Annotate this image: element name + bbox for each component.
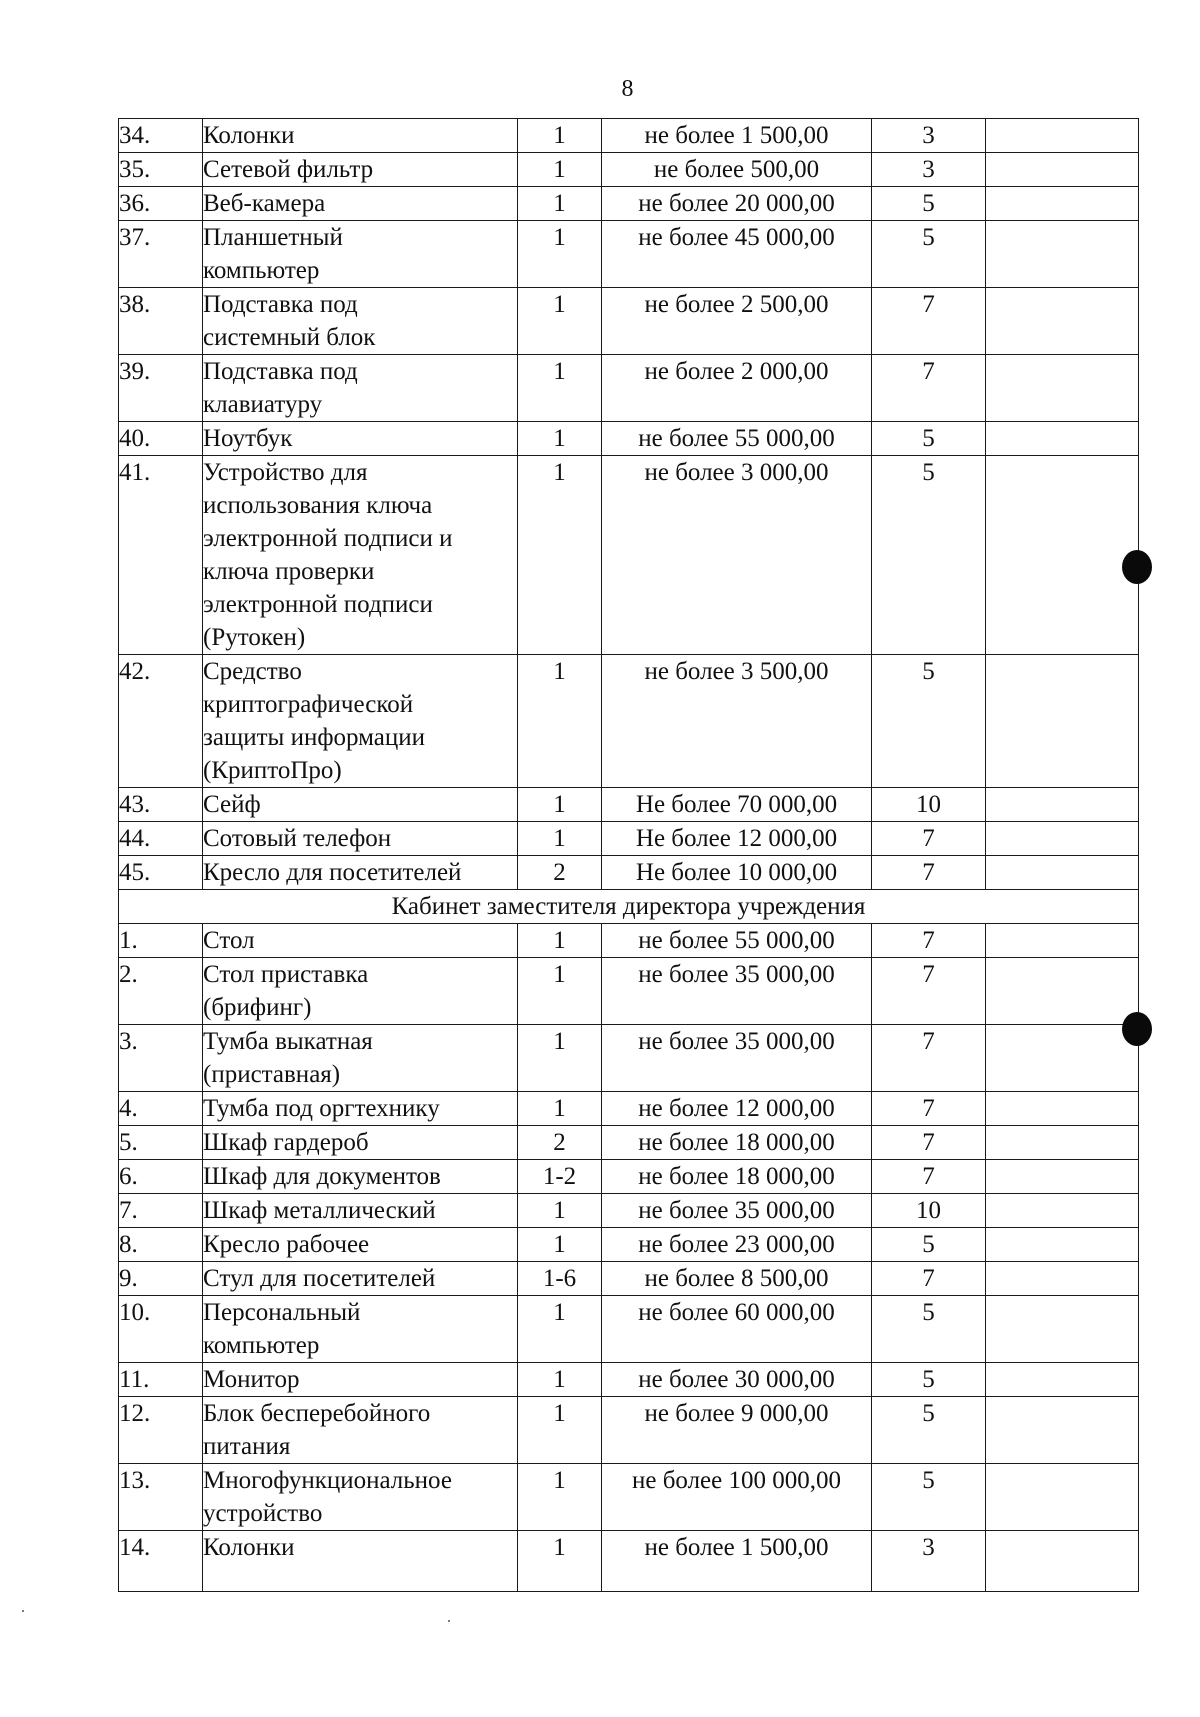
item-name-line: защиты информации — [203, 724, 426, 751]
table-row — [119, 119, 1139, 153]
section-row — [119, 890, 1139, 924]
item-name-line: Стул для посетителей — [203, 1265, 436, 1292]
item-name-line: системный блок — [203, 324, 376, 351]
row-number: 9. — [119, 1262, 203, 1296]
item-name-line: Средство — [203, 658, 302, 685]
item-name — [203, 153, 518, 187]
row-number: 38. — [119, 288, 203, 355]
empty-cell — [986, 856, 1139, 890]
table-row — [119, 1363, 1139, 1397]
item-price: не более 1 500,00 — [602, 119, 872, 153]
item-name-line: Сейф — [203, 791, 261, 818]
item-service-life: 10 — [872, 1194, 986, 1228]
table-row — [119, 1397, 1139, 1464]
empty-cell — [986, 788, 1139, 822]
item-quantity: 2 — [518, 1126, 602, 1160]
page-number: 8 — [621, 76, 634, 102]
item-name-line: (приставная) — [203, 1061, 341, 1088]
item-price: не более 30 000,00 — [602, 1363, 872, 1397]
item-quantity: 1 — [518, 1194, 602, 1228]
item-price: не более 8 500,00 — [602, 1262, 872, 1296]
table-row — [119, 1464, 1139, 1531]
item-service-life: 5 — [872, 655, 986, 788]
table-row — [119, 187, 1139, 221]
item-name-line: устройство — [203, 1500, 323, 1527]
item-name-line: Сетевой фильтр — [203, 156, 374, 183]
item-name — [203, 655, 518, 788]
empty-cell — [986, 221, 1139, 288]
item-name — [203, 1160, 518, 1194]
empty-cell — [986, 1531, 1139, 1592]
item-name — [203, 422, 518, 456]
item-quantity: 1 — [518, 355, 602, 422]
item-service-life: 5 — [872, 187, 986, 221]
empty-cell — [986, 655, 1139, 788]
item-name-line: Тумба под оргтехнику — [203, 1095, 440, 1122]
table-row — [119, 856, 1139, 890]
row-number: 45. — [119, 856, 203, 890]
empty-cell — [986, 822, 1139, 856]
table-row — [119, 1194, 1139, 1228]
item-price: не более 12 000,00 — [602, 1092, 872, 1126]
empty-cell — [986, 1092, 1139, 1126]
item-name — [203, 788, 518, 822]
item-name — [203, 221, 518, 288]
empty-cell — [986, 1296, 1139, 1363]
row-number: 6. — [119, 1160, 203, 1194]
table-row — [119, 958, 1139, 1025]
item-service-life: 7 — [872, 856, 986, 890]
item-name — [203, 1397, 518, 1464]
punch-hole-mark — [1122, 1012, 1152, 1046]
item-name-line: (Рутокен) — [203, 624, 306, 651]
item-name-line: Многофункциональное — [203, 1467, 452, 1494]
empty-cell — [986, 1262, 1139, 1296]
item-name — [203, 1262, 518, 1296]
item-price: не более 45 000,00 — [602, 221, 872, 288]
item-name — [203, 1363, 518, 1397]
item-quantity: 1 — [518, 924, 602, 958]
item-quantity: 1-2 — [518, 1160, 602, 1194]
item-name-line: Тумба выкатная — [203, 1028, 373, 1055]
item-name-line: (брифинг) — [203, 994, 312, 1021]
table-row — [119, 221, 1139, 288]
item-service-life: 5 — [872, 1363, 986, 1397]
item-service-life: 10 — [872, 788, 986, 822]
item-service-life: 7 — [872, 1092, 986, 1126]
empty-cell — [986, 119, 1139, 153]
item-quantity: 1-6 — [518, 1262, 602, 1296]
item-quantity: 1 — [518, 1464, 602, 1531]
item-name-line: Подставка под — [203, 358, 358, 385]
item-name-line: Шкаф металлический — [203, 1197, 436, 1224]
table-row — [119, 1296, 1139, 1363]
row-number: 1. — [119, 924, 203, 958]
item-name-line: питания — [203, 1433, 291, 1460]
row-number: 40. — [119, 422, 203, 456]
row-number: 7. — [119, 1194, 203, 1228]
table-row — [119, 822, 1139, 856]
item-price: Не более 10 000,00 — [602, 856, 872, 890]
item-price: не более 18 000,00 — [602, 1160, 872, 1194]
item-service-life: 7 — [872, 1160, 986, 1194]
item-name-line: электронной подписи и — [203, 525, 453, 552]
item-price: Не более 12 000,00 — [602, 822, 872, 856]
table-row — [119, 355, 1139, 422]
row-number: 39. — [119, 355, 203, 422]
item-quantity: 1 — [518, 456, 602, 655]
row-number: 44. — [119, 822, 203, 856]
empty-cell — [986, 187, 1139, 221]
item-price: не более 35 000,00 — [602, 958, 872, 1025]
item-price: не более 60 000,00 — [602, 1296, 872, 1363]
item-name-line: Веб-камера — [203, 190, 326, 217]
row-number: 12. — [119, 1397, 203, 1464]
item-service-life: 7 — [872, 1262, 986, 1296]
row-number: 35. — [119, 153, 203, 187]
table-body-top — [119, 119, 1139, 890]
item-quantity: 1 — [518, 1025, 602, 1092]
empty-cell — [986, 1160, 1139, 1194]
item-quantity: 1 — [518, 221, 602, 288]
item-service-life: 7 — [872, 355, 986, 422]
table-section — [119, 890, 1139, 924]
item-name — [203, 822, 518, 856]
table-row — [119, 1025, 1139, 1092]
item-name-line: Монитор — [203, 1366, 300, 1393]
item-name — [203, 187, 518, 221]
item-quantity: 1 — [518, 958, 602, 1025]
table-row — [119, 1228, 1139, 1262]
item-quantity: 1 — [518, 1363, 602, 1397]
item-name — [203, 1092, 518, 1126]
item-quantity: 1 — [518, 1397, 602, 1464]
item-service-life: 7 — [872, 1126, 986, 1160]
item-name — [203, 1194, 518, 1228]
item-name — [203, 288, 518, 355]
item-service-life: 7 — [872, 288, 986, 355]
table-row — [119, 1092, 1139, 1126]
item-name-line: Планшетный — [203, 224, 343, 251]
item-price: не более 100 000,00 — [602, 1464, 872, 1531]
equipment-table — [118, 118, 1139, 1592]
item-service-life: 3 — [872, 119, 986, 153]
row-number: 13. — [119, 1464, 203, 1531]
item-price: не более 20 000,00 — [602, 187, 872, 221]
item-name-line: Подставка под — [203, 291, 358, 318]
empty-cell — [986, 1025, 1139, 1092]
empty-cell — [986, 1363, 1139, 1397]
row-number: 10. — [119, 1296, 203, 1363]
item-service-life: 3 — [872, 153, 986, 187]
row-number: 14. — [119, 1531, 203, 1592]
item-name-line: Сотовый телефон — [203, 825, 392, 852]
item-quantity: 1 — [518, 655, 602, 788]
row-number: 36. — [119, 187, 203, 221]
punch-hole-mark — [1122, 550, 1152, 584]
section-title: Кабинет заместителя директора учреждения — [119, 890, 1139, 924]
item-price: не более 55 000,00 — [602, 924, 872, 958]
item-quantity: 1 — [518, 153, 602, 187]
scan-speck — [448, 1620, 450, 1622]
table-row — [119, 655, 1139, 788]
item-service-life: 7 — [872, 1025, 986, 1092]
empty-cell — [986, 1194, 1139, 1228]
item-price: Не более 70 000,00 — [602, 788, 872, 822]
item-price: не более 35 000,00 — [602, 1025, 872, 1092]
item-name-line: ключа проверки — [203, 558, 375, 585]
row-number: 34. — [119, 119, 203, 153]
item-name-line: Колонки — [203, 1534, 295, 1561]
item-price: не более 3 500,00 — [602, 655, 872, 788]
item-service-life: 5 — [872, 1397, 986, 1464]
row-number: 4. — [119, 1092, 203, 1126]
item-price: не более 23 000,00 — [602, 1228, 872, 1262]
item-price: не более 2 500,00 — [602, 288, 872, 355]
table-row — [119, 288, 1139, 355]
empty-cell — [986, 958, 1139, 1025]
item-quantity: 1 — [518, 788, 602, 822]
item-name-line: использования ключа — [203, 492, 433, 519]
row-number: 42. — [119, 655, 203, 788]
item-service-life: 7 — [872, 924, 986, 958]
item-name — [203, 355, 518, 422]
item-name-line: Персональный — [203, 1299, 361, 1326]
item-name — [203, 1464, 518, 1531]
item-quantity: 2 — [518, 856, 602, 890]
item-name-line: клавиатуру — [203, 391, 323, 418]
item-service-life: 7 — [872, 958, 986, 1025]
row-number: 41. — [119, 456, 203, 655]
item-price: не более 55 000,00 — [602, 422, 872, 456]
item-name — [203, 119, 518, 153]
item-service-life: 5 — [872, 422, 986, 456]
item-quantity: 1 — [518, 822, 602, 856]
item-name — [203, 1025, 518, 1092]
item-price: не более 3 000,00 — [602, 456, 872, 655]
item-quantity: 1 — [518, 187, 602, 221]
item-price: не более 1 500,00 — [602, 1531, 872, 1592]
item-quantity: 1 — [518, 1296, 602, 1363]
empty-cell — [986, 1464, 1139, 1531]
item-quantity: 1 — [518, 1092, 602, 1126]
item-name-line: криптографической — [203, 691, 414, 718]
item-name-line: Блок бесперебойного — [203, 1400, 431, 1427]
row-number: 43. — [119, 788, 203, 822]
table-row — [119, 1126, 1139, 1160]
table-row — [119, 1531, 1139, 1592]
item-quantity: 1 — [518, 119, 602, 153]
item-name-line: Устройство для — [203, 459, 368, 486]
item-service-life: 5 — [872, 221, 986, 288]
item-name-line: Шкаф гардероб — [203, 1129, 369, 1156]
item-service-life: 5 — [872, 1464, 986, 1531]
item-quantity: 1 — [518, 1228, 602, 1262]
empty-cell — [986, 1126, 1139, 1160]
item-name-line: компьютер — [203, 257, 320, 284]
table-row — [119, 153, 1139, 187]
item-name-line: Ноутбук — [203, 425, 293, 452]
empty-cell — [986, 422, 1139, 456]
table-row — [119, 788, 1139, 822]
item-price: не более 18 000,00 — [602, 1126, 872, 1160]
item-name-line: Кресло рабочее — [203, 1231, 370, 1258]
item-name-line: Стол — [203, 927, 255, 954]
item-name-line: Стол приставка — [203, 961, 369, 988]
row-number: 2. — [119, 958, 203, 1025]
item-service-life: 7 — [872, 822, 986, 856]
item-name — [203, 958, 518, 1025]
row-number: 5. — [119, 1126, 203, 1160]
row-number: 8. — [119, 1228, 203, 1262]
item-name-line: (КриптоПро) — [203, 757, 342, 784]
row-number: 3. — [119, 1025, 203, 1092]
scan-speck — [22, 1610, 24, 1612]
table-row — [119, 1160, 1139, 1194]
row-number: 37. — [119, 221, 203, 288]
item-name — [203, 1296, 518, 1363]
item-service-life: 5 — [872, 456, 986, 655]
empty-cell — [986, 924, 1139, 958]
empty-cell — [986, 288, 1139, 355]
item-quantity: 1 — [518, 1531, 602, 1592]
item-name — [203, 1126, 518, 1160]
item-name — [203, 856, 518, 890]
item-name-line: компьютер — [203, 1332, 320, 1359]
table-row — [119, 456, 1139, 655]
item-price: не более 9 000,00 — [602, 1397, 872, 1464]
item-name — [203, 456, 518, 655]
item-service-life: 3 — [872, 1531, 986, 1592]
empty-cell — [986, 1228, 1139, 1262]
item-name-line: Колонки — [203, 122, 295, 149]
item-price: не более 2 000,00 — [602, 355, 872, 422]
item-quantity: 1 — [518, 288, 602, 355]
item-price: не более 500,00 — [602, 153, 872, 187]
item-name-line: электронной подписи — [203, 591, 433, 618]
item-service-life: 5 — [872, 1228, 986, 1262]
item-name-line: Шкаф для документов — [203, 1163, 441, 1190]
item-quantity: 1 — [518, 422, 602, 456]
empty-cell — [986, 456, 1139, 655]
table-body-bottom — [119, 924, 1139, 1592]
table-row — [119, 1262, 1139, 1296]
item-service-life: 5 — [872, 1296, 986, 1363]
table-row — [119, 422, 1139, 456]
empty-cell — [986, 1397, 1139, 1464]
row-number: 11. — [119, 1363, 203, 1397]
empty-cell — [986, 355, 1139, 422]
item-name-line: Кресло для посетителей — [203, 859, 462, 886]
item-name — [203, 1531, 518, 1592]
table-row — [119, 924, 1139, 958]
empty-cell — [986, 153, 1139, 187]
item-price: не более 35 000,00 — [602, 1194, 872, 1228]
item-name — [203, 924, 518, 958]
item-name — [203, 1228, 518, 1262]
